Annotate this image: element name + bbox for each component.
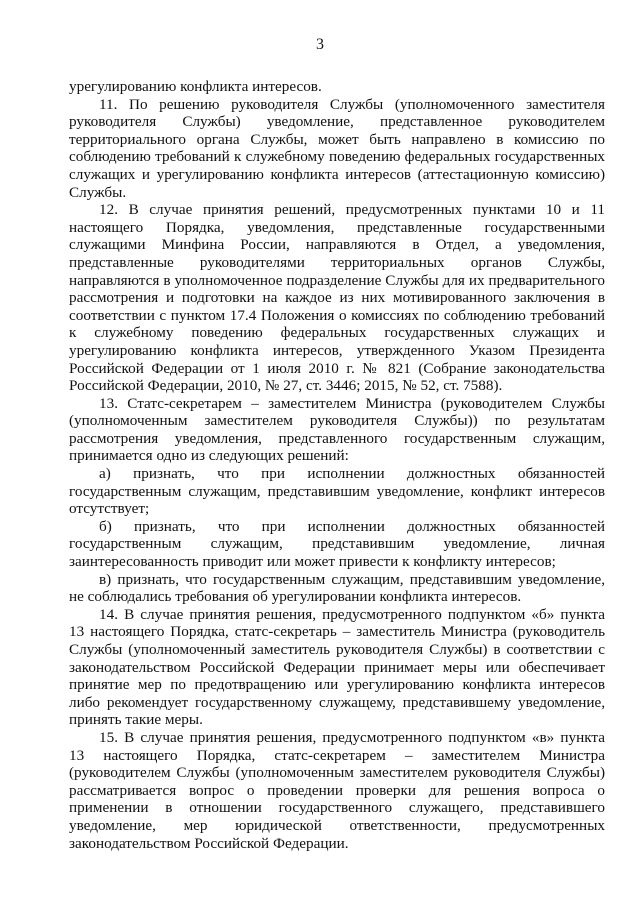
paragraph-p-12: 12. В случае принятия решений, предусмотренных пунктами 10 и 11 настоящего Порядка, уведомления, представленные государственными служащими Минфина России, направляются в Отдел, а уведомления, представленные руководителями территориальных органов Службы, направляются в уполномоченное подразделение Службы для их предварительного рассмотрения и подготовки на каждое из них мотивированного заключения в соответствии с пунктом 17.4 Положения о комиссиях по соблюдению требований к служебному поведению федеральных государственных служащих и урегулированию конфликта интересов, утвержденного Указом Президента Российской Федерации от 1 июля 2010 г. № 821 (Собрание законодательства Российской Федерации, 2010, № 27, ст. 3446; 2015, № 52, ст. 7588). bbox=[69, 201, 605, 395]
paragraph-p-13b: б) признать, что при исполнении должностных обязанностей государственным служащим, представившим уведомление, личная заинтересованность приводит или может привести к конфликту интересов; bbox=[69, 517, 605, 571]
paragraph-p-13v: в) признать, что государственным служащим, представившим уведомление, не соблюдались требования об урегулировании конфликта интересов. bbox=[69, 570, 605, 606]
paragraph-p-13a: а) признать, что при исполнении должностных обязанностей государственным служащим, представившим уведомление, конфликт интересов отсутствует; bbox=[69, 465, 605, 518]
document-body bbox=[69, 78, 605, 852]
paragraph-p-14: 14. В случае принятия решения, предусмотренного подпунктом «б» пункта 13 настоящего Порядка, статс-секретарь – заместитель Министра (руководитель Службы (уполномоченный заместитель руководителя Службы) в соответствии с законодательством Российской Федерации принимает меры или обеспечивает принятие мер по предотвращению или урегулированию конфликта интересов либо рекомендует государственному служащему, представившему уведомление, принять такие меры. bbox=[69, 605, 605, 729]
page-number: 3 bbox=[316, 36, 324, 53]
paragraph-p-13: 13. Статс-секретарем – заместителем Министра (руководителем Службы (уполномоченным заместителем руководителя Службы)) по результатам рассмотрения уведомления, представленного государственным служащим, принимается одно из следующих решений: bbox=[69, 394, 605, 465]
paragraph-p-continued: урегулированию конфликта интересов. bbox=[69, 78, 322, 95]
paragraph-p-15: 15. В случае принятия решения, предусмотренного подпунктом «в» пункта 13 настоящего Порядка, статс-секретарем – заместителем Министра (руководителем Службы (уполномоченным заместителем руководителя Службы) рассматривается вопрос о проведении проверки для решения вопроса о применении в отношении государственного служащего, представившего уведомление, мер юридической ответственности, предусмотренных законодательством Российской Федерации. bbox=[69, 728, 605, 852]
paragraph-p-11: 11. По решению руководителя Службы (уполномоченного заместителя руководителя Службы) уведомление, представленное руководителем территориального органа Службы, может быть направлено в комиссию по соблюдению требований к служебному поведению федеральных государственных служащих и урегулированию конфликта интересов (аттестационную комиссию) Службы. bbox=[69, 95, 605, 201]
